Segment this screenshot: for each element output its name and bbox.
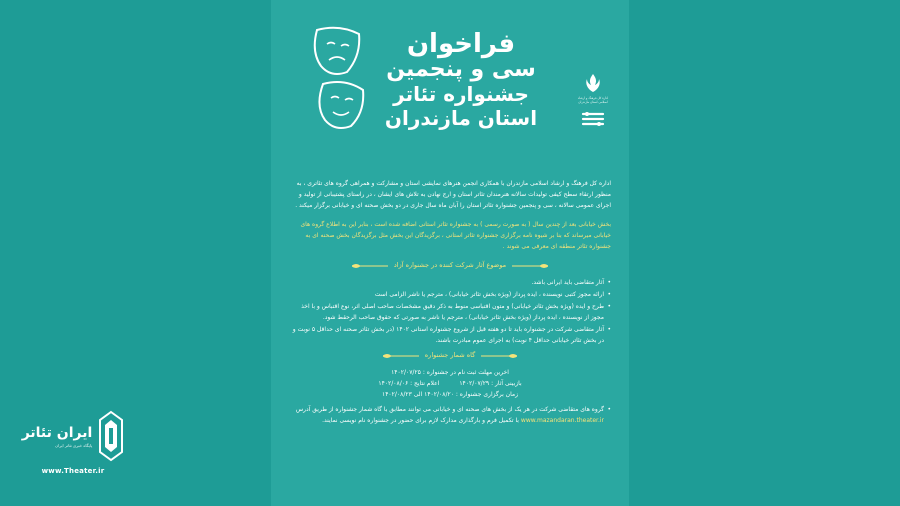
- rule-item: • ارائه مجوز کتبی نویسنده ، ایده پرداز (ویژه بخش تئاتر خیابانی) ، مترجم یا ناشر الزامی است: [289, 289, 611, 300]
- registration-text-a: گروه های متقاضی شرکت در هر یک از بخش های صحنه ای و خیابانی می توانند مطابق با گاه شمار جشنواره از طریق آدرس: [295, 406, 604, 413]
- poster-content: [289, 178, 611, 427]
- emblem-caption: اداره کل فرهنگ و ارشاد اسلامی استان مازندران: [577, 96, 609, 104]
- rules-list: [289, 277, 611, 346]
- association-logo-icon: [581, 110, 605, 128]
- rule-item: • آثار متقاضی شرکت در جشنواره باید تا دو هفته قبل از شروع جشنواره استانی ۱۴۰۲ (در بخش تئاتر صحنه ای حداقل ۵ نوبت و در بخش تئاتر خیابانی حداقل ۴ نوبت) به اجرای عموم مبادرت باشند.: [289, 324, 611, 346]
- ornament-right-icon: [352, 263, 388, 269]
- timeline-dates: [289, 367, 611, 400]
- registration-text-b: با تکمیل فرم و بارگذاری مدارک لازم برای حضور در جشنواره نام نویسی نمایند.: [322, 417, 519, 424]
- poster-titles: [371, 30, 551, 130]
- rule-item: • طرح و ایده (ویژه بخش تئاتر خیابانی) و متون اقتباسی منوط به ذکر دقیق مشخصات صاحب اصلی اثر، نوع اقتباس و با اخذ مجوز از نویسنده ، ایده پرداز (ویژه بخش تئاتر خیابانی) ، مترجم یا ناشر به صورتی که حقوق صاحب الرحقط شود.: [289, 301, 611, 323]
- street-section-note: بخش خیابانی بعد از چندین سال ( به صورت رسمی ) به جشنواره تئاتر استانی اضافه شده است ، بنابر این به اطلاع گروه های خیابانی میرساند که بنا بر شیوه نامه برگزاری جشنواره تئاتر استانی ، برگزیدگان این بخش مثل برگزیدگان بخش صحنه ای به جشنواره تئاتر منطقه ای معرفی می شوند .: [300, 221, 611, 250]
- registration-url: www.mazandaran.theater.ir: [520, 417, 604, 424]
- festival-dates: زمان برگزاری جشنواره : ۱۴۰۲/۰۸/۲۰ الی ۱۴۰۲/۰۸/۲۳: [381, 391, 519, 398]
- iran-theater-logo-icon: [98, 410, 124, 462]
- festival-poster: [271, 0, 629, 506]
- timeline-section-header: [289, 350, 611, 361]
- rule-item: • آثار متقاضی باید ایرانی باشد.: [289, 277, 611, 288]
- timeline-title: گاه شمار جشنواره: [424, 351, 476, 359]
- title-province: استان مازندران: [384, 106, 538, 130]
- title-festival: جشنواره تئاتر: [393, 82, 529, 106]
- poster-header: [271, 0, 629, 170]
- intro-paragraph: اداره کل فرهنگ و ارشاد اسلامی مازندران با همکاری انجمن هنرهای نمایشی استان و مشارکت و همراهی گروه های تئاتری ، به منظور ارتقاء سطح کیفی تولیدات سالانه هنرمندان تئاتر استان و ارج نهادن به تلاش های ایشان ، در راستای پشتیبانی از تولید و اجرای عمومی سالانه ، سی و پنجمین جشنواره تئاتر استان را آبان ماه سال جاری در دو بخش صحنه ای و خیابانی برگزار میکند .: [295, 180, 611, 209]
- rules-section-header: [289, 260, 611, 271]
- results-date: اعلام نتایج : ۱۴۰۲/۰۸/۰۶: [378, 380, 440, 387]
- ministry-emblem: [573, 72, 613, 152]
- title-edition: سی و پنجمین: [386, 57, 536, 82]
- registration-item: [289, 404, 611, 426]
- ornament-right-icon: [383, 353, 419, 359]
- iran-emblem-icon: [582, 72, 604, 94]
- theater-masks-icon: [309, 26, 369, 136]
- brand-name: ایران تئاتر: [21, 424, 93, 441]
- brand-subtitle: پایگاه خبری تئاتر ایران: [55, 442, 93, 448]
- deadline-date: اخرین مهلت ثبت نام در جشنواره : ۱۴۰۲/۰۷/۲۵: [391, 369, 509, 376]
- registration-list: [289, 404, 611, 426]
- ornament-left-icon: [481, 353, 517, 359]
- review-date: بازبینی آثار : ۱۴۰۲/۰۷/۲۹: [459, 380, 522, 387]
- rules-section-title: موضوع آثار شرکت کننده در جشنواره آزاد: [393, 261, 507, 269]
- iran-theater-watermark: [18, 410, 128, 490]
- brand-url: www.Theater.ir: [41, 467, 105, 475]
- title-call: فراخوان: [406, 29, 516, 59]
- ornament-left-icon: [512, 263, 548, 269]
